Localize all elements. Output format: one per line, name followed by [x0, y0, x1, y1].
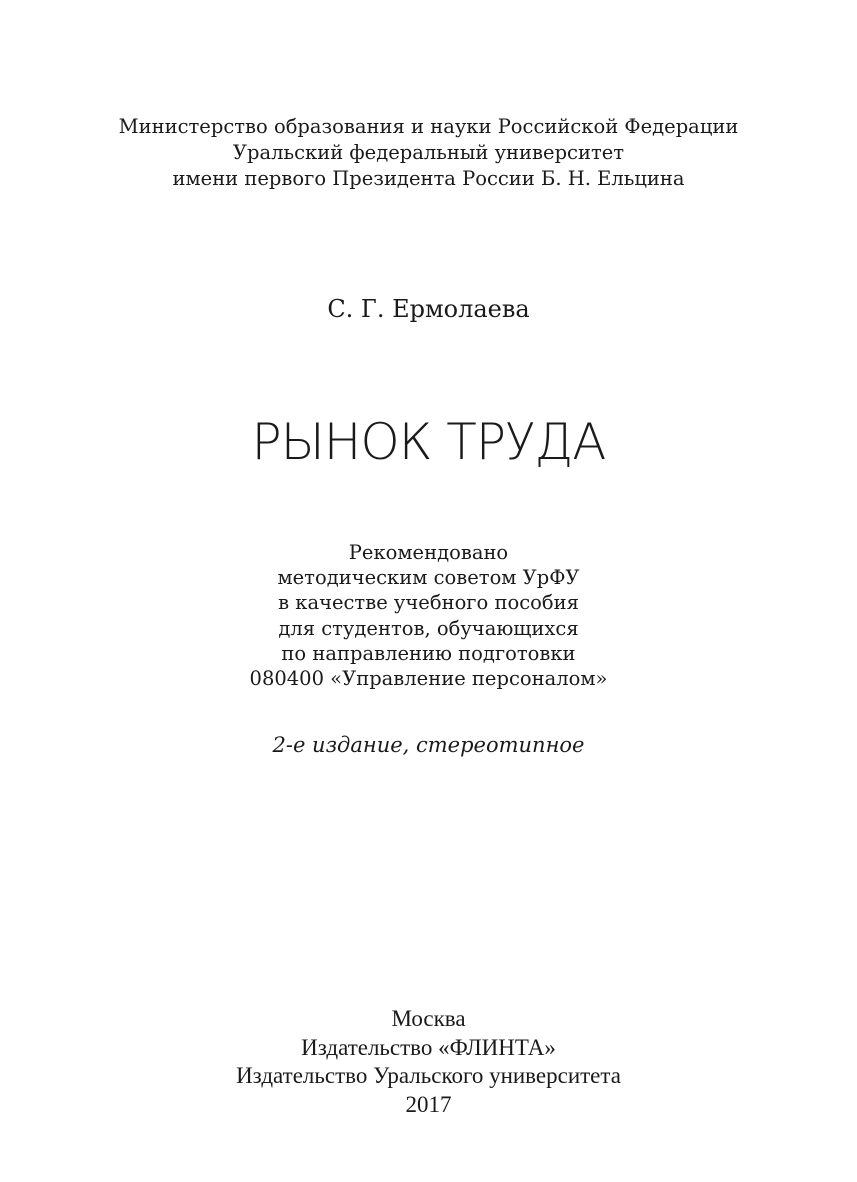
recommendation-line: для студентов, обучающихся [278, 616, 579, 640]
recommendation-line: методическим советом УрФУ [277, 566, 580, 590]
book-title: РЫНОК ТРУДА [251, 413, 606, 471]
city-line: Москва [391, 1006, 466, 1031]
edition-note: 2-е издание, стереотипное [272, 733, 585, 757]
recommendation-line: в качестве учебного пособия [278, 591, 579, 615]
institution-block [0, 114, 857, 192]
recommendation-line: Рекомендовано [348, 541, 509, 564]
publisher-line: Издательство «ФЛИНТА» [301, 1034, 556, 1060]
recommendation-line: 080400 «Управление персоналом» [249, 667, 608, 691]
university-name-line: имени первого Президента России Б. Н. Ельцина [172, 167, 685, 190]
author-name: С. Г. Ермолаева [327, 295, 530, 323]
recommendation-block [0, 540, 857, 691]
year-line: 2017 [405, 1091, 452, 1117]
ministry-line: Министерство образования и науки Российской Федерации [118, 115, 739, 138]
publisher-block [0, 1005, 857, 1119]
publisher-line: Издательство Уральского университета [236, 1063, 621, 1089]
recommendation-line: по направлению подготовки [281, 641, 576, 665]
university-line: Уральский федеральный университет [232, 141, 625, 164]
